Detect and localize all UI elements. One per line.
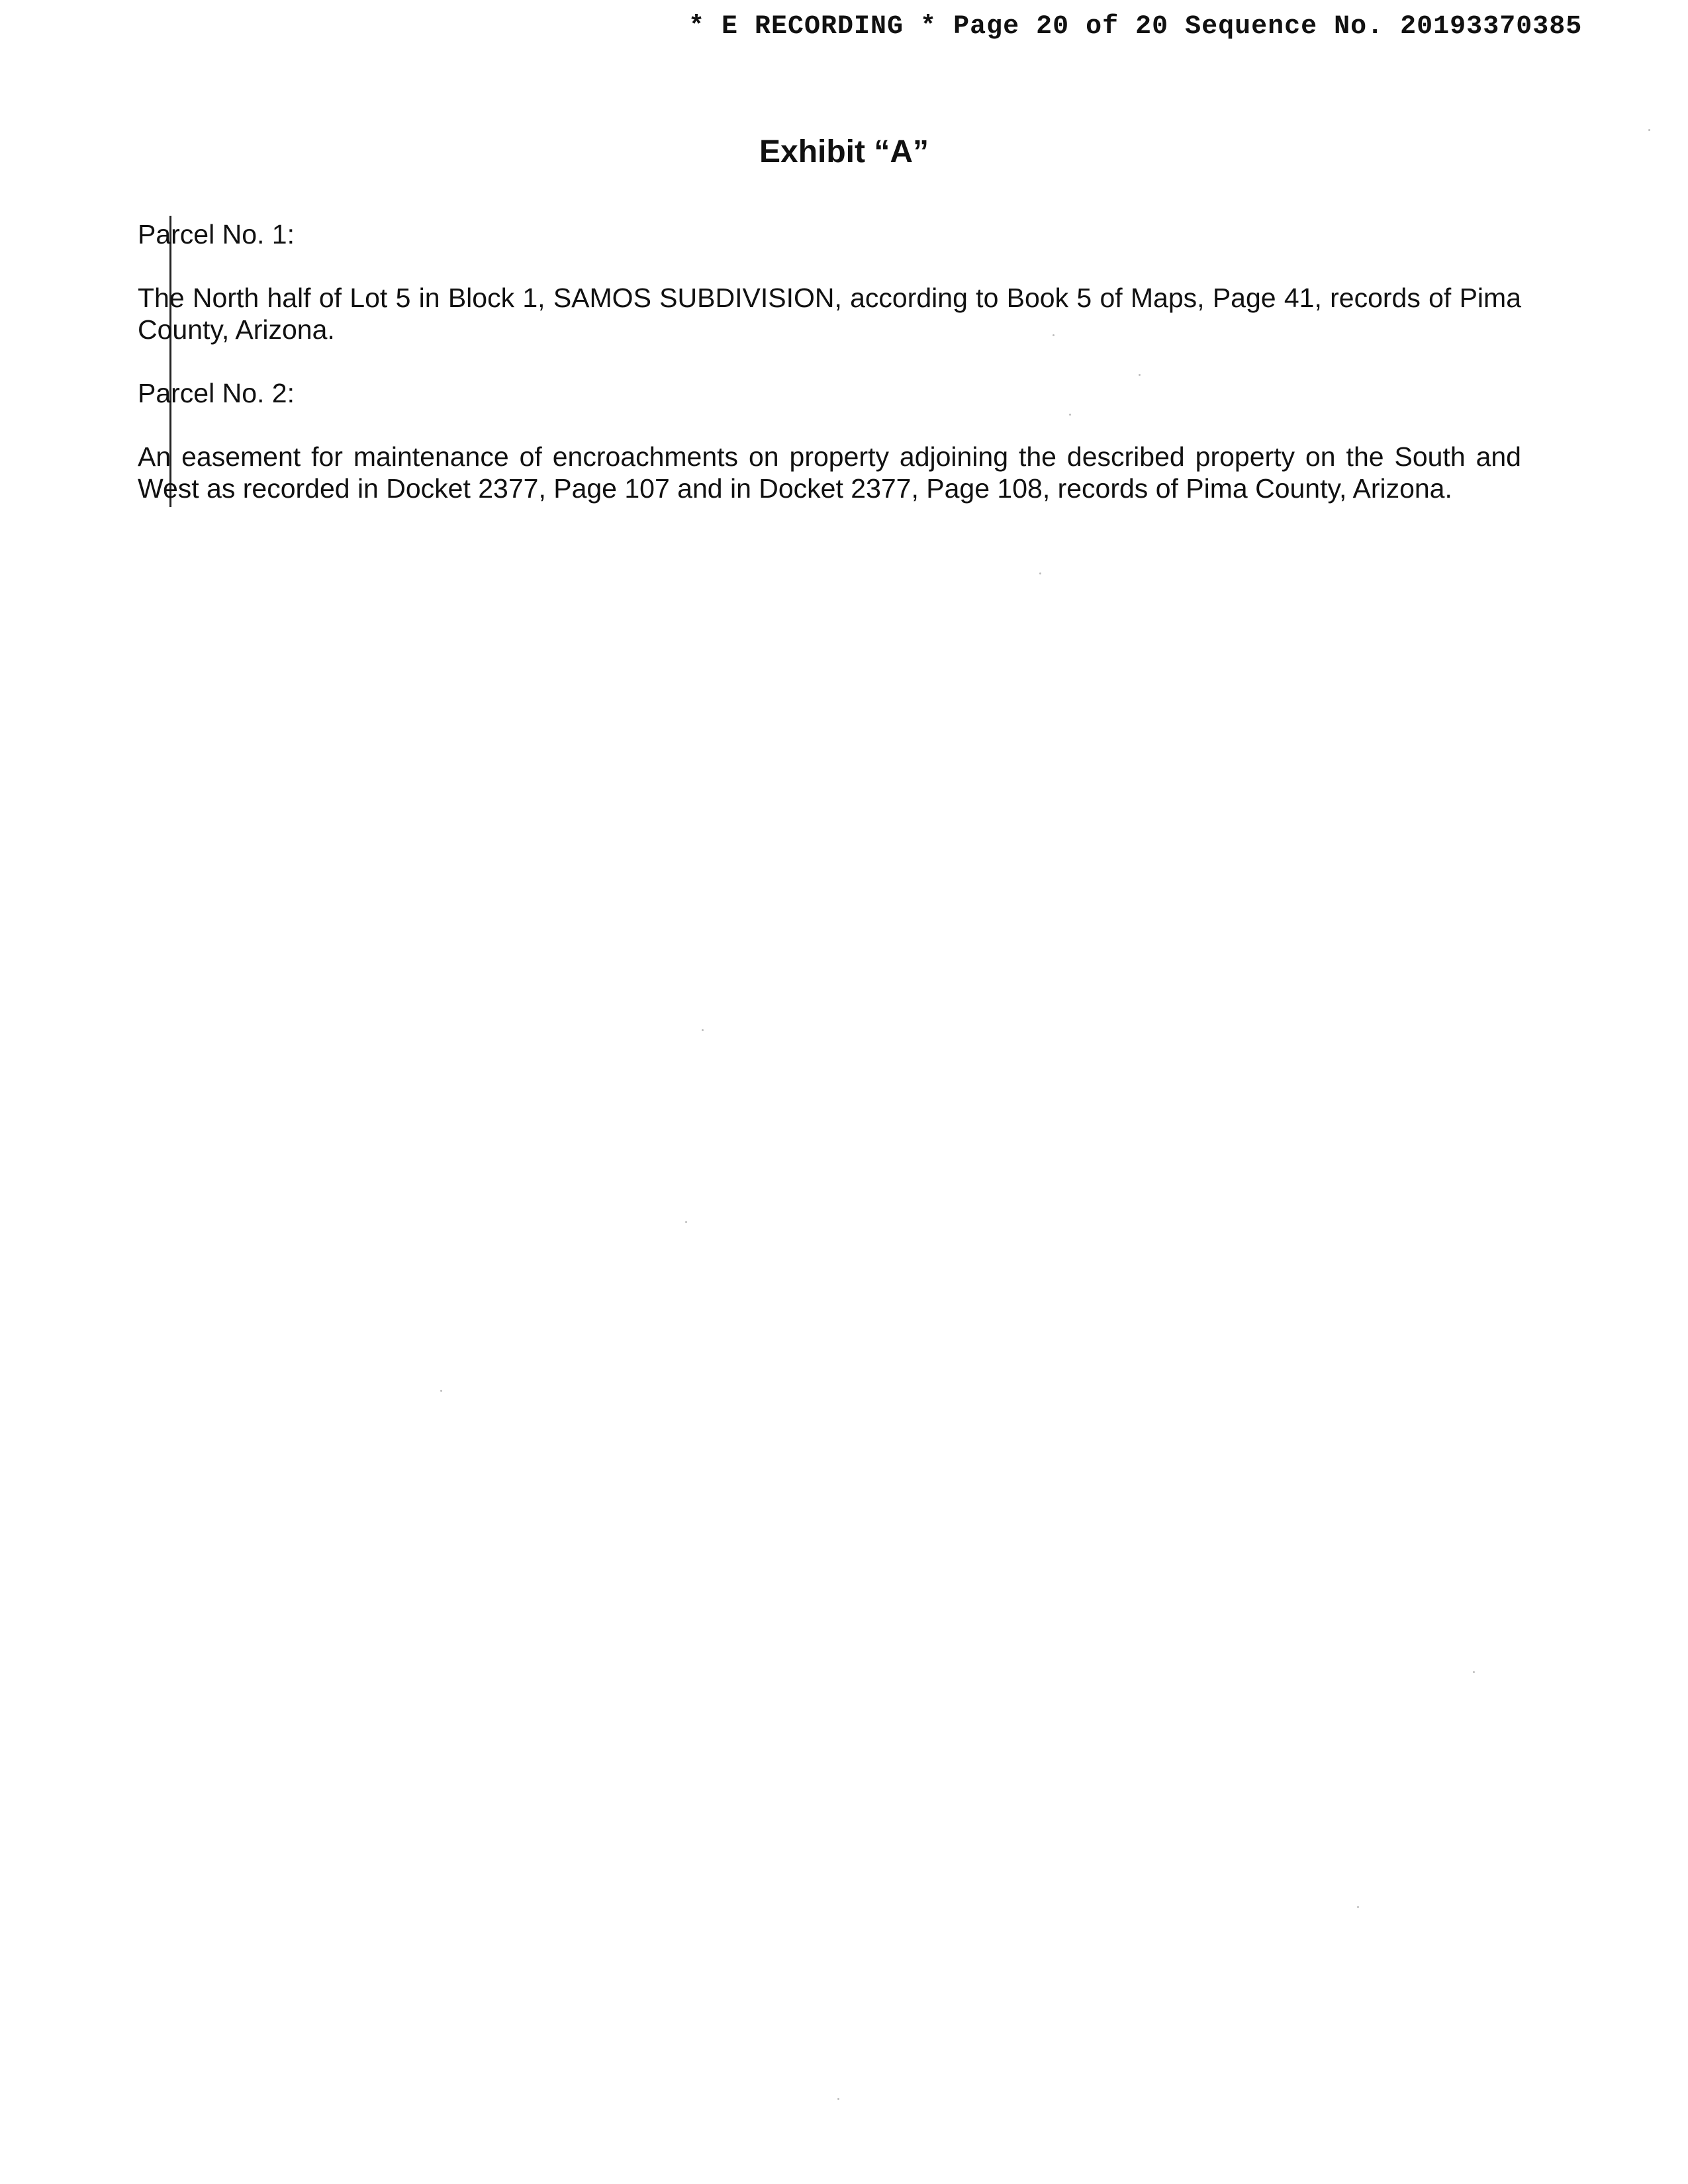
scan-speck bbox=[1069, 414, 1071, 416]
exhibit-title: Exhibit “A” bbox=[759, 134, 929, 169]
scan-speck bbox=[1139, 374, 1141, 376]
legal-description bbox=[138, 218, 1521, 536]
scan-speck bbox=[1473, 1671, 1475, 1673]
scan-speck bbox=[837, 2098, 839, 2100]
parcel-2-heading: Parcel No. 2: bbox=[138, 378, 295, 408]
recording-stamp: * E RECORDING * Page 20 of 20 Sequence No. 20193370385 bbox=[688, 12, 1583, 42]
scan-speck bbox=[685, 1221, 687, 1223]
parcel-1-description: The North half of Lot 5 in Block 1, SAMOS SUBDIVISION, according to Book 5 of Maps, Page 41, records of Pima County, Arizona. bbox=[138, 283, 1521, 345]
scan-speck bbox=[1357, 1906, 1359, 1908]
parcel-2-description: An easement for maintenance of encroachments on property adjoining the described property on the South and West as recorded in Docket 2377, Page 107 and in Docket 2377, Page 108, records of Pima County, Arizona. bbox=[138, 441, 1521, 504]
scan-speck bbox=[1053, 334, 1055, 336]
scan-speck bbox=[1039, 572, 1041, 574]
scan-speck bbox=[1648, 129, 1650, 131]
scan-speck bbox=[440, 1390, 442, 1392]
scan-speck bbox=[702, 1029, 704, 1031]
parcel-1-heading: Parcel No. 1: bbox=[138, 219, 295, 250]
